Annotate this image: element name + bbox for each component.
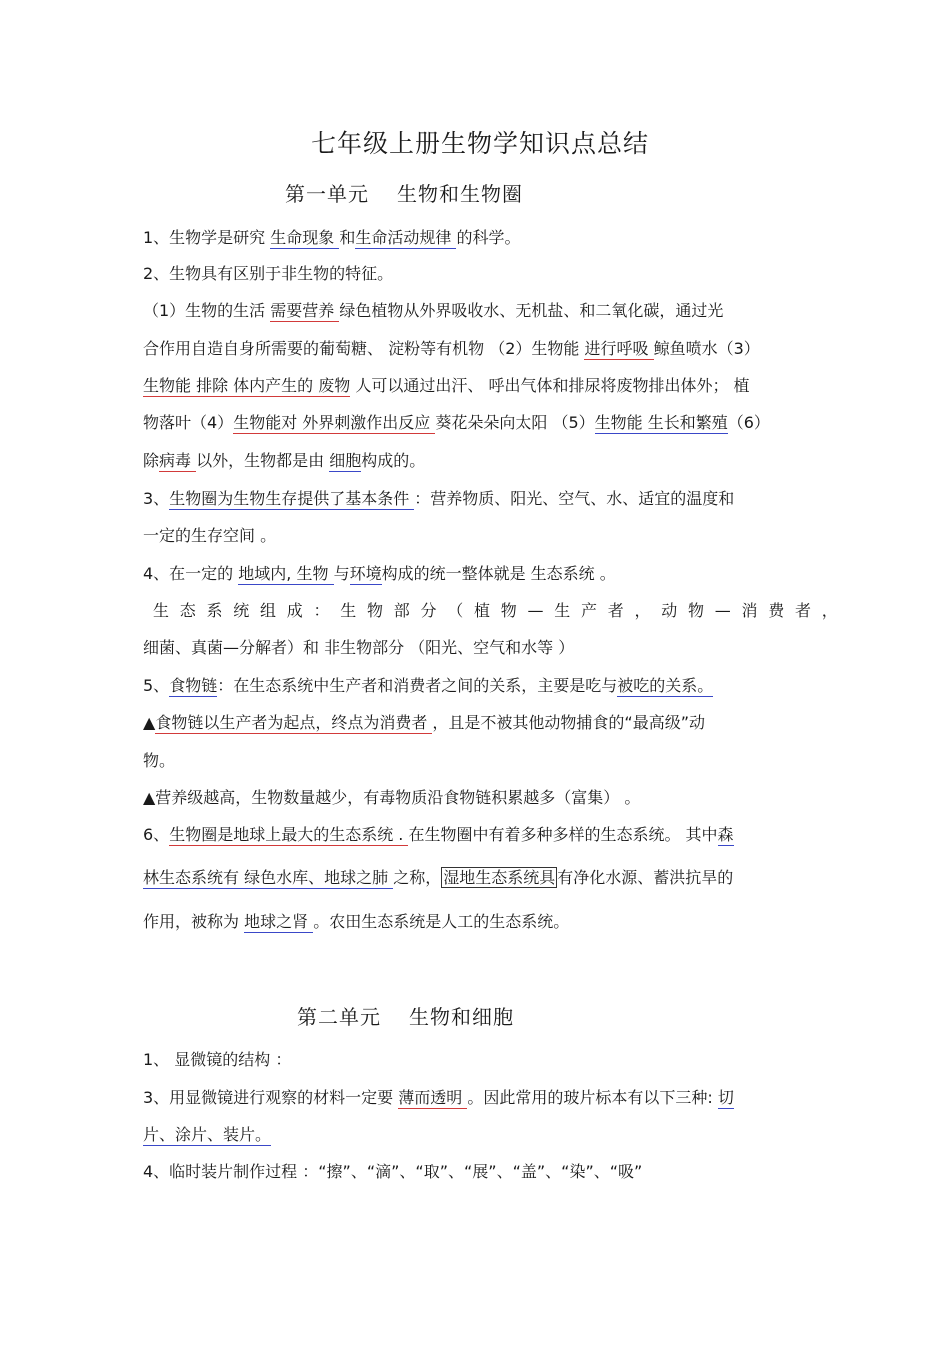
item-2-text-line: 除病毒 以外，生物都是由 细胞构成的。 (143, 451, 426, 470)
underlined-term: 切 (717, 1088, 734, 1107)
underlined-term: 生物圈是地球上最大的生态系统 . (169, 825, 409, 844)
underlined-term: 薄而透明 (398, 1088, 468, 1107)
spaced-char: 者 (607, 601, 624, 620)
underlined-term: 病毒 (159, 451, 197, 470)
item-4: 4、在一定的 地域内, 生物 与环境构成的统一整体就是 生态系统 。 (143, 564, 616, 583)
spaced-char: 动 (661, 601, 678, 620)
underlined-term: 森 (717, 825, 734, 844)
item-2-text-line: 生物能 排除 体内产生的 废物 人可以通过出汗、 呼出气体和排尿将废物排出体外； 植 (143, 376, 750, 395)
spaced-char: 费 (768, 601, 785, 620)
spaced-char: 物 (500, 601, 517, 620)
underlined-term: 生命活动规律 (355, 228, 457, 247)
unit-1-name: 生物和生物圈 (397, 182, 523, 206)
item-1: 1、生物学是研究 生命现象 和生命活动规律 的科学。 (143, 228, 521, 247)
item-4-spaced-line (153, 600, 838, 622)
unit-1-heading (285, 178, 523, 207)
spaced-char: 物 (687, 601, 704, 620)
spaced-char: — (527, 601, 544, 620)
unit-2-name: 生物和细胞 (409, 1005, 514, 1029)
underlined-term: 生命现象 (270, 228, 340, 247)
underlined-term: 被吃的关系。 (617, 676, 714, 695)
spaced-char: ： (313, 601, 330, 620)
spaced-char: ， (821, 601, 838, 620)
triangle-note-1: ▲食物链以生产者为起点，终点为消费者 ，且是不被其他动物捕食的“最高级”动 (143, 713, 705, 732)
spaced-char: 消 (741, 601, 758, 620)
spaced-char: 生 (340, 601, 357, 620)
item-2-text-line: 合作用自造自身所需要的葡萄糖、 淀粉等有机物 （2）生物能 进行呼吸 鲸鱼喷水（3） (143, 339, 760, 358)
underlined-term: 地球之肾 (244, 912, 314, 931)
item-5: 5、食物链：在生态系统中生产者和消费者之间的关系，主要是吃与被吃的关系。 (143, 676, 714, 695)
item-2-text-line: （1）生物的生活 需要营养 绿色植物从外界吸收水、无机盐、和二氧化碳，通过光 (143, 301, 724, 320)
spaced-char: 者 (794, 601, 811, 620)
underlined-term: 细胞 (329, 451, 362, 470)
underlined-term: 生物圈为生物生存提供了基本条件 (169, 489, 415, 508)
item-6: 6、生物圈是地球上最大的生态系统 . 在生物圈中有着多种多样的生态系统。 其中森 (143, 825, 734, 844)
spaced-char: 部 (393, 601, 410, 620)
spaced-char: 分 (420, 601, 437, 620)
underlined-term: 食物链以生产者为起点，终点为消费者 (155, 713, 433, 732)
spaced-char: （ (447, 601, 464, 620)
underlined-term: 生物能 排除 体内产生的 废物 (143, 376, 351, 395)
underlined-term: 生物 (296, 564, 334, 583)
unit-2-number: 第二单元 (297, 1005, 381, 1029)
unit-2-heading (297, 1001, 514, 1030)
spaced-char: 统 (233, 601, 250, 620)
spaced-char: ， (634, 601, 651, 620)
unit-2-item-3: 3、用显微镜进行观察的材料一定要 薄而透明 。因此常用的玻片标本有以下三种: 切 (143, 1088, 734, 1107)
item-6-text-line: 林生态系统有 绿色水库、地球之肺 之称， 湿地生态系统具 有净化水源、蓄洪抗旱的 (143, 868, 734, 887)
unit-2-item-4: 4、临时装片制作过程 ：“擦”、“滴”、“取”、“展”、“盖”、“染”、“吸” (143, 1162, 643, 1181)
spaced-char: 系 (206, 601, 223, 620)
underlined-term: 生物能对 外界刺激作出反应 (233, 413, 436, 432)
spaced-char: 组 (260, 601, 277, 620)
underlined-term: 林生态系统有 绿色水库、地球之肺 (143, 868, 394, 887)
unit-1-number: 第一单元 (285, 182, 369, 206)
boxed-term: 湿地生态系统具 (443, 868, 556, 887)
unit-2-item-1: 1、 显微镜的结构 ： (143, 1050, 292, 1069)
underlined-term: 环境 (349, 564, 382, 583)
triangle-note-1-continued: 物。 (143, 751, 176, 770)
underlined-term: 生物能 生长和繁殖 (594, 413, 728, 432)
underlined-term: 地域内, (238, 564, 297, 583)
item-3: 3、生物圈为生物生存提供了基本条件 ：营养物质、阳光、空气、水、适宜的温度和 (143, 489, 735, 508)
spaced-char: 成 (286, 601, 303, 620)
unit-2-item-3-text-line (143, 1124, 838, 1146)
spaced-char: 物 (367, 601, 384, 620)
item-6-text-line: 作用，被称为 地球之肾 。农田生态系统是人工的生态系统。 (143, 912, 570, 931)
item-2-text-line: 物落叶（4）生物能对 外界刺激作出反应 葵花朵朵向太阳 （5）生物能 生长和繁殖（6） (143, 413, 770, 432)
item-4-text-line: 细菌、真菌—分解者）和 非生物部分 （阳光、空气和水等 ） (143, 638, 575, 657)
item-2: 2、生物具有区别于非生物的特征。 (143, 264, 394, 283)
item-3-text-line: 一定的生存空间 。 (143, 526, 277, 545)
underlined-term: 食物链 (169, 676, 218, 695)
underlined-term: 进行呼吸 (584, 339, 654, 358)
document-title: 七年级上册生物学知识点总结 (310, 129, 649, 158)
spaced-char: 生 (153, 601, 170, 620)
spaced-char: 产 (580, 601, 597, 620)
underlined-term: 片、涂片、装片。 (143, 1125, 272, 1144)
spaced-char: 植 (474, 601, 491, 620)
spaced-char: 态 (179, 601, 196, 620)
spaced-char: 生 (554, 601, 571, 620)
spaced-char: — (714, 601, 731, 620)
underlined-term: 需要营养 (270, 301, 340, 320)
triangle-note-2: ▲营养级越高，生物数量越少，有毒物质沿食物链积累越多（富集） 。 (143, 788, 641, 807)
